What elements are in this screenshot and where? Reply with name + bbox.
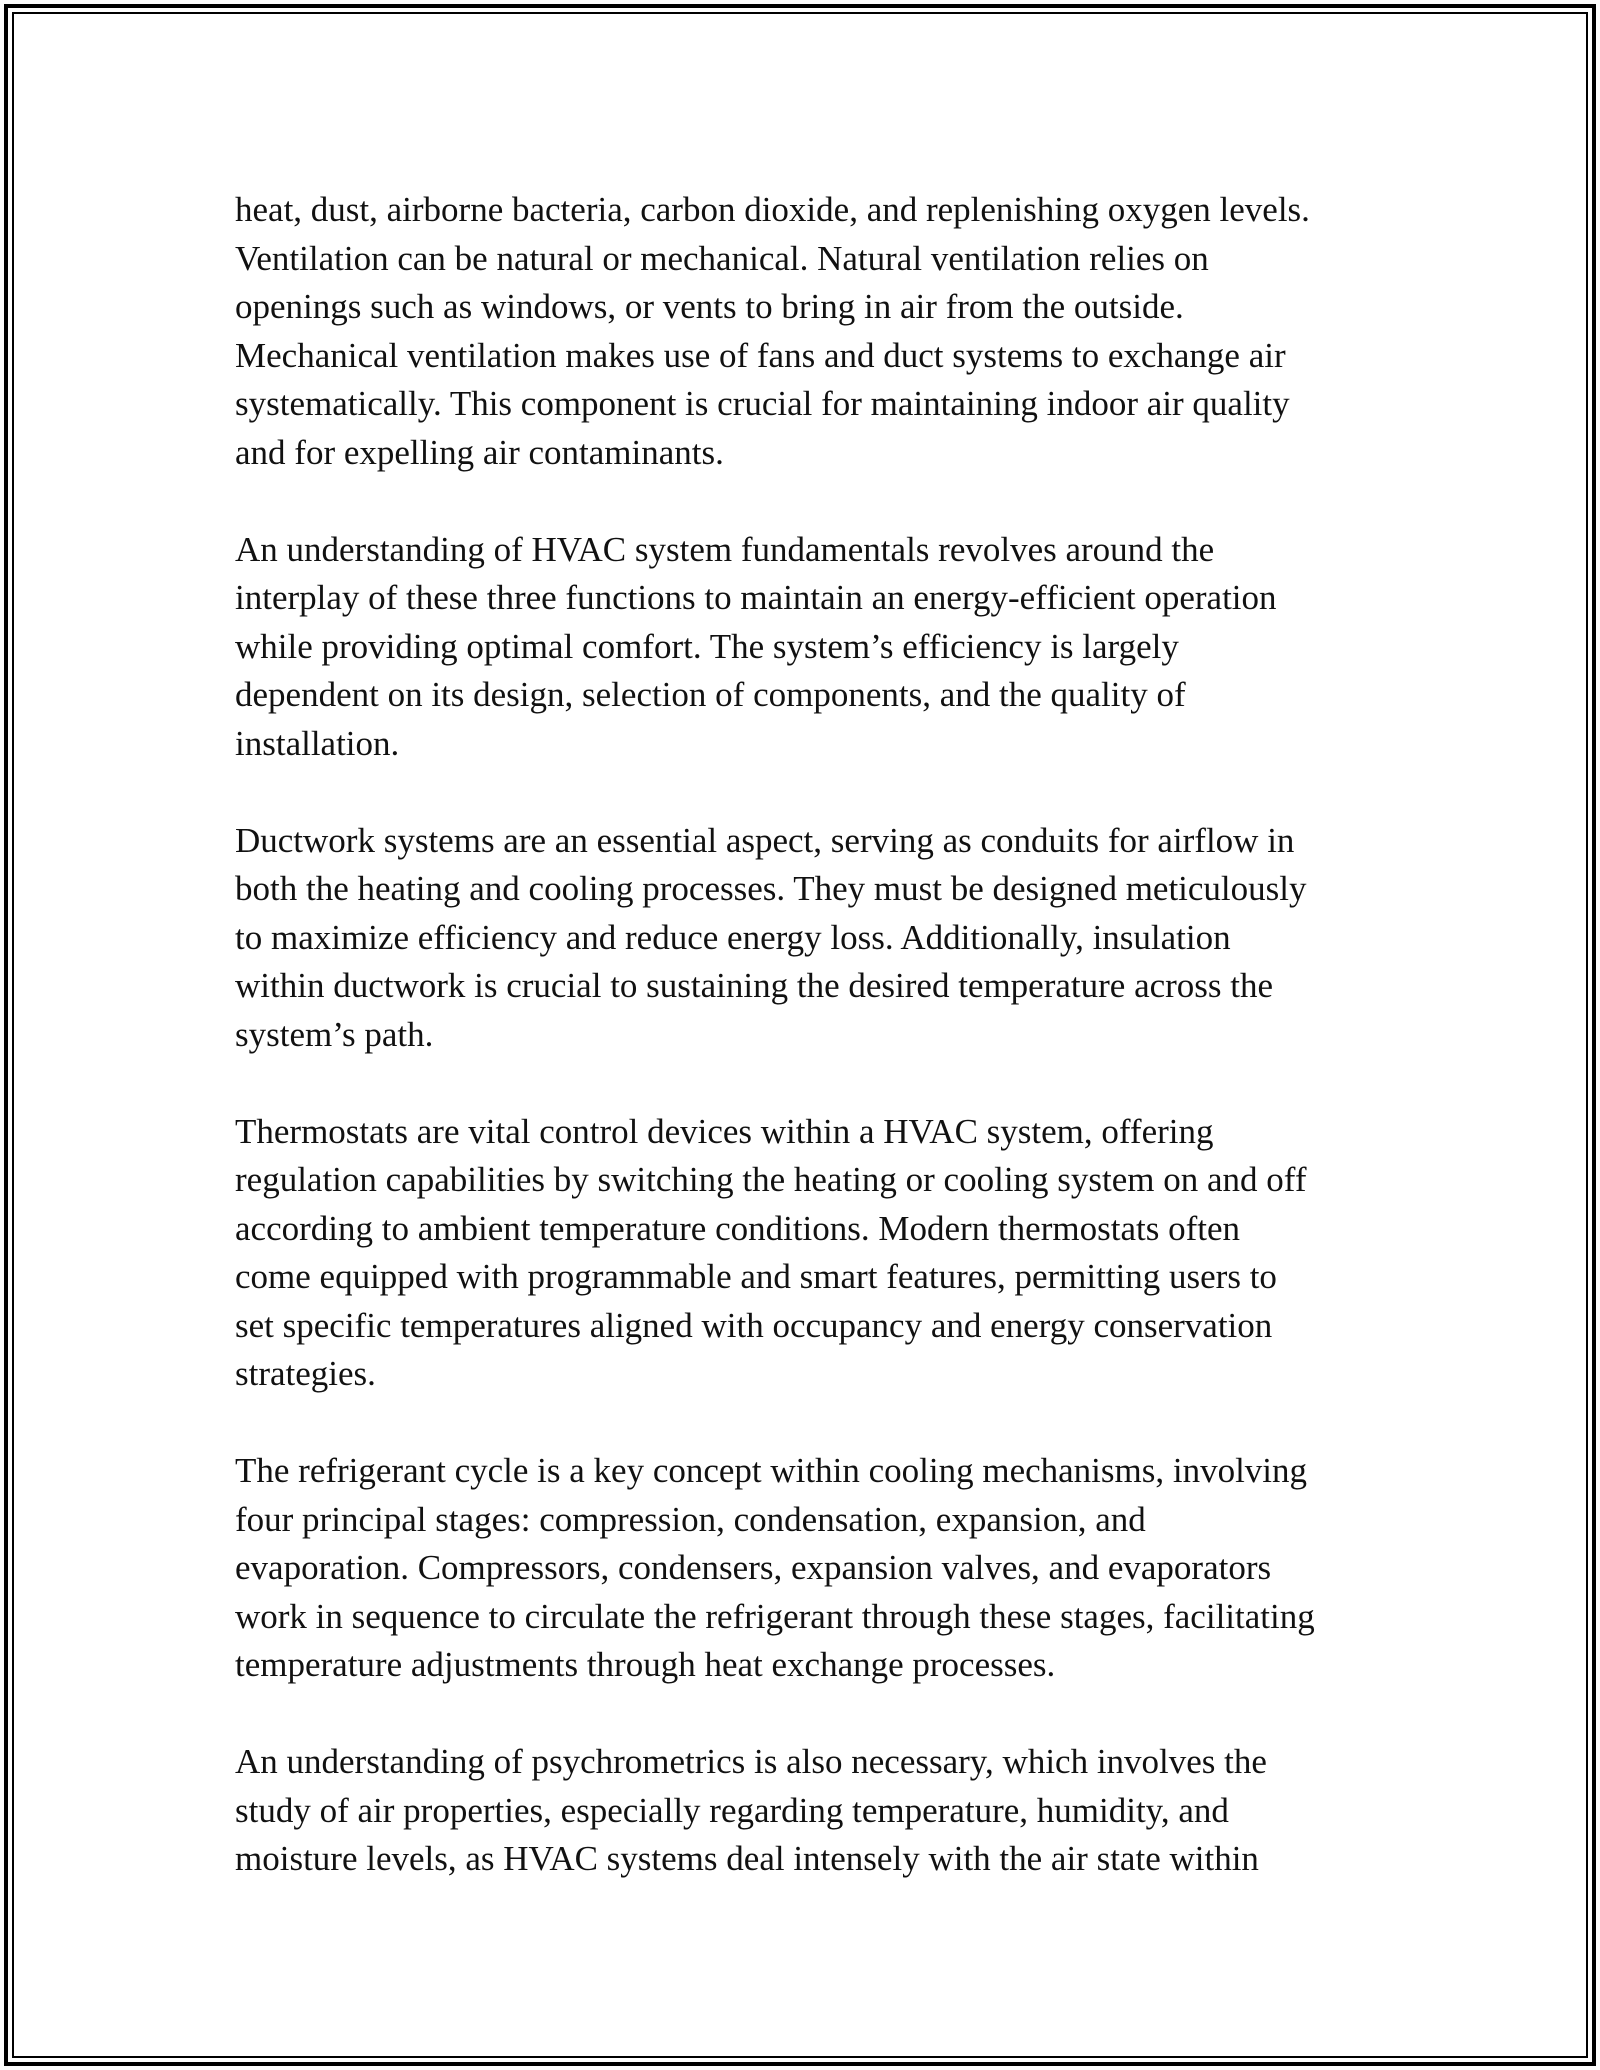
paragraph-ventilation: heat, dust, airborne bacteria, carbon dioxide, and replenishing oxygen levels. Ventilation can be natural or mechanical. Natural ventilation relies on openings such as windows, or vents to bring in air from the outside. Mechanical ventilation makes use of fans and duct systems to exchange air systematically. This component is crucial for maintaining indoor air quality and for expelling air contaminants. xyxy=(235,190,1310,472)
document-body xyxy=(235,186,1375,1884)
paragraph-ductwork: Ductwork systems are an essential aspect, serving as conduits for airflow in both the heating and cooling processes. They must be designed meticulously to maximize efficiency and reduce energy loss. Additionally, insulation within ductwork is crucial to sustaining the desired temperature across the system’s path. xyxy=(235,820,1307,1054)
paragraph-refrigerant-cycle: The refrigerant cycle is a key concept within cooling mechanisms, involving four principal stages: compression, condensation, expansion, and evaporation. Compressors, condensers, expansion valves, and evaporators work in sequence to circulate the refrigerant through these stages, facilitating temperature adjustments through heat exchange processes. xyxy=(235,1451,1315,1684)
paragraph-thermostats: Thermostats are vital control devices within a HVAC system, offering regulation capabilities by switching the heating or cooling system on and off according to ambient temperature conditions. Modern thermostats often come equipped with programmable and smart features, permitting users to set specific temperatures aligned with occupancy and energy conservation strategies. xyxy=(235,1111,1307,1393)
paragraph-psychrometrics: An understanding of psychrometrics is also necessary, which involves the study of air properties, especially regarding temperature, humidity, and moisture levels, as HVAC systems deal intensely with the air state within xyxy=(235,1742,1267,1878)
paragraph-hvac-fundamentals: An understanding of HVAC system fundamentals revolves around the interplay of these three functions to maintain an energy-efficient operation while providing optimal comfort. The system’s efficiency is largely dependent on its design, selection of components, and the quality of installation. xyxy=(235,529,1277,763)
